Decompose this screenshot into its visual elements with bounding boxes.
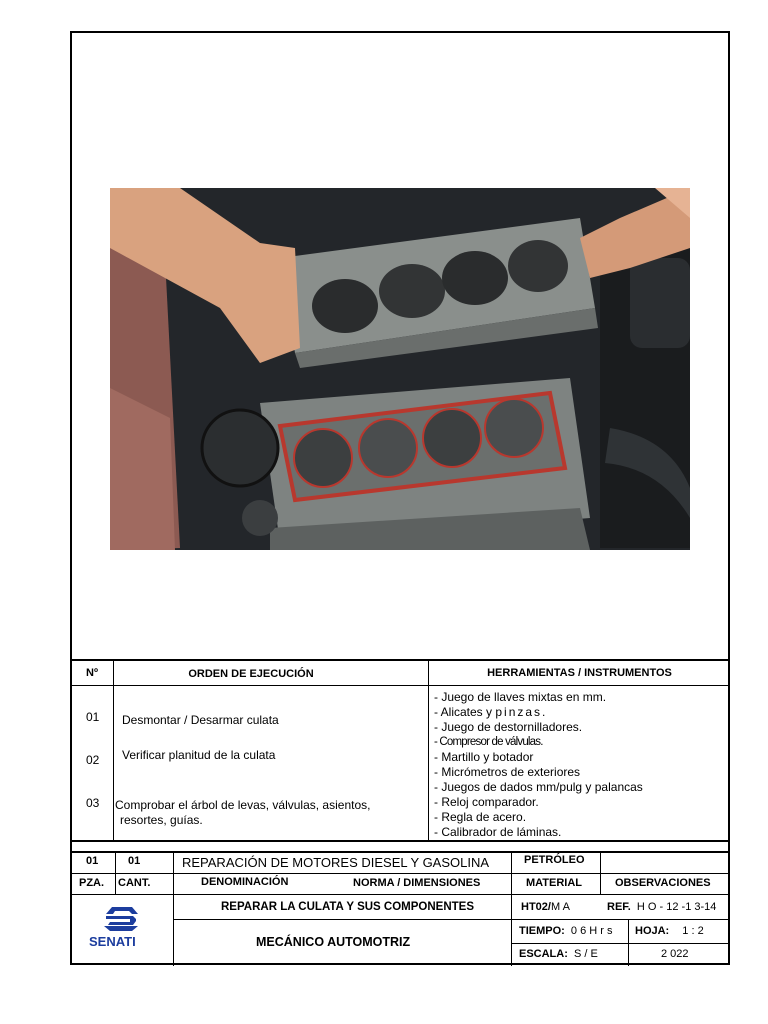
sheet-label: HOJA:	[635, 925, 670, 937]
tool-item: - Regla de acero.	[434, 810, 527, 824]
sheet-code	[521, 901, 570, 913]
step-text-line1: Comprobar el árbol de levas, válvulas, asientos,	[115, 798, 371, 812]
task-title: REPARAR LA CULATA Y SUS COMPONENTES	[221, 901, 475, 913]
tool-item: - Compresor de válvulas.	[434, 736, 543, 748]
tool-item: - Martillo y botador	[434, 750, 534, 764]
tb-divider-observations	[600, 852, 601, 894]
ref-field	[607, 901, 716, 913]
sheet-value: 1 : 2	[682, 925, 704, 937]
material-label: MATERIAL	[526, 877, 583, 889]
tool-item-text: - Alicates y	[434, 705, 496, 719]
sheet-field	[635, 925, 704, 937]
tool-item: - Juego de llaves mixtas en mm.	[434, 690, 607, 704]
ref-label: REF.	[607, 901, 631, 913]
senati-logo-icon	[100, 904, 142, 932]
scale-value: S / E	[573, 948, 598, 960]
tb-divider-pza	[115, 852, 116, 894]
course-name: MECÁNICO AUTOMOTRIZ	[256, 935, 411, 949]
norma-label: NORMA / DIMENSIONES	[353, 877, 481, 889]
time-label: TIEMPO:	[519, 925, 565, 937]
observations-label: OBSERVACIONES	[615, 877, 711, 889]
col-divider-tools	[428, 660, 429, 841]
tools-list	[434, 690, 643, 840]
tb-divider-sheet	[628, 919, 629, 966]
tool-item	[434, 705, 643, 720]
tool-item: - Juegos de dados mm/pulg y palancas	[434, 780, 643, 794]
table-header-rule	[71, 685, 730, 686]
step-text: Verificar planitud de la culata	[122, 748, 276, 762]
title-block-rule-2	[71, 851, 730, 853]
scale-field	[519, 948, 598, 960]
header-tools: HERRAMIENTAS / INSTRUMENTOS	[487, 667, 672, 679]
title-block-rule-4	[71, 894, 730, 895]
cant-label: CANT.	[118, 877, 151, 889]
scale-label: ESCALA:	[519, 948, 568, 960]
ref-value: H O - 12 -1 3-14	[636, 901, 717, 913]
engine-illustration	[110, 188, 690, 550]
tool-item-spaced-word: pinzas.	[495, 705, 548, 719]
year-value: 2 022	[661, 948, 689, 960]
senati-logo-text: SENATI	[89, 934, 136, 949]
header-order: ORDEN DE EJECUCIÓN	[188, 668, 314, 680]
title-block-rule-5	[173, 919, 730, 920]
piece-number: 01	[86, 855, 99, 867]
tool-item: - Reloj comparador.	[434, 795, 539, 809]
material-value: PETRÓLEO	[524, 854, 585, 866]
sheet-code-bold: HT02/	[521, 901, 551, 913]
header-number: Nº	[86, 667, 98, 679]
col-divider-number	[113, 660, 114, 841]
tb-divider-cant	[173, 852, 174, 966]
table-top-rule	[71, 659, 730, 661]
denomination-value: REPARACIÓN DE MOTORES DIESEL Y GASOLINA	[182, 855, 490, 870]
step-number: 03	[86, 796, 100, 810]
tool-item: - Juego de destornilladores.	[434, 720, 583, 734]
tool-item: - Micrómetros de exteriores	[434, 765, 581, 779]
pza-label: PZA.	[79, 877, 105, 889]
engine-photo	[110, 188, 690, 550]
step-number: 01	[86, 710, 100, 724]
step-number: 02	[86, 753, 100, 767]
title-block-rule-6	[511, 943, 730, 944]
denomination-label: DENOMINACIÓN	[201, 876, 289, 888]
quantity-value: 01	[128, 855, 141, 867]
time-value: 0 6 H r s	[570, 925, 613, 937]
tb-divider-material	[511, 852, 512, 966]
title-block-rule-3	[71, 873, 730, 874]
tool-item: - Calibrador de láminas.	[434, 825, 562, 839]
sheet-code-rest: M A	[550, 901, 570, 913]
title-block-top-rule	[71, 840, 730, 842]
time-field	[519, 925, 612, 937]
step-text: Desmontar / Desarmar culata	[122, 713, 279, 727]
step-text-line2: resortes, guías.	[120, 813, 203, 827]
